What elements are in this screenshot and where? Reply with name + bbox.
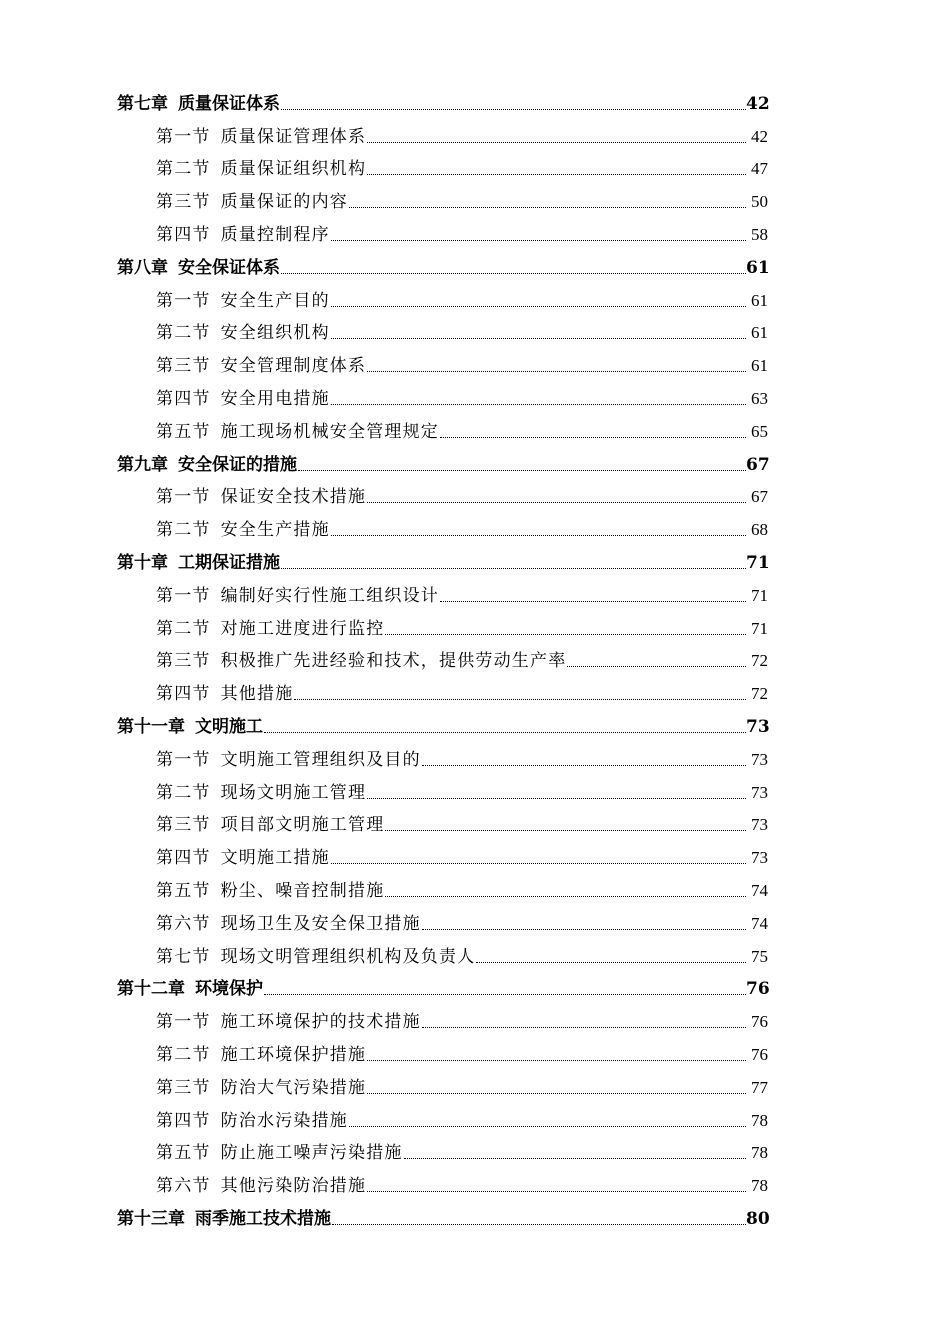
toc-entry-title: 文明施工 [195, 716, 263, 737]
toc-entry-title: 其他措施 [220, 684, 294, 705]
toc-page-number: 50 [751, 192, 768, 212]
toc-entry-number: 第一节 [156, 126, 211, 147]
toc-entry-number: 第二节 [156, 323, 211, 344]
toc-page-number: 74 [751, 880, 768, 900]
toc-entry-number: 第五节 [156, 1143, 211, 1164]
toc-page-number: 71 [751, 618, 768, 638]
toc-entry-title: 安全保证体系 [178, 257, 280, 278]
toc-section-entry[interactable] [117, 839, 768, 872]
toc-entry-number: 第二节 [156, 1044, 211, 1065]
toc-entry-title: 安全生产目的 [220, 290, 330, 311]
toc-dot-leader [331, 404, 746, 405]
toc-chapter-entry[interactable] [117, 971, 768, 1004]
toc-page-number: 73 [751, 815, 768, 835]
toc-page-number: 67 [746, 454, 770, 475]
toc-section-entry[interactable] [117, 643, 768, 676]
toc-entry-number: 第三节 [156, 651, 211, 672]
toc-section-entry[interactable] [117, 807, 768, 840]
table-of-contents [117, 85, 768, 1233]
toc-dot-leader [367, 1060, 746, 1061]
toc-entry-title: 质量控制程序 [220, 224, 330, 245]
toc-entry-title: 环境保护 [195, 979, 263, 1000]
toc-entry-title: 施工环境保护的技术措施 [220, 1012, 421, 1033]
toc-page-number: 63 [751, 388, 768, 408]
toc-page-number: 76 [746, 979, 770, 1000]
toc-section-entry[interactable] [117, 938, 768, 971]
toc-entry-number: 第二节 [156, 618, 211, 639]
toc-entry-number: 第三节 [156, 356, 211, 377]
toc-entry-title: 防治水污染措施 [220, 1110, 349, 1131]
toc-dot-leader [440, 437, 746, 438]
toc-page-number: 75 [751, 946, 768, 966]
toc-entry-number: 第九章 [117, 454, 168, 475]
toc-dot-leader [367, 1191, 746, 1192]
toc-dot-leader [331, 240, 746, 241]
toc-dot-leader [298, 470, 746, 471]
toc-dot-leader [385, 830, 746, 831]
toc-chapter-entry[interactable] [117, 544, 768, 577]
toc-dot-leader [331, 306, 746, 307]
toc-section-entry[interactable] [117, 380, 768, 413]
toc-entry-title: 质量保证管理体系 [220, 126, 367, 147]
toc-page-number: 73 [751, 749, 768, 769]
toc-section-entry[interactable] [117, 610, 768, 643]
toc-page-number: 61 [751, 323, 768, 343]
toc-chapter-entry[interactable] [117, 1200, 768, 1233]
toc-page-number: 80 [746, 1208, 770, 1229]
toc-entry-title: 其他污染防治措施 [220, 1176, 367, 1197]
toc-page-number: 76 [751, 1012, 768, 1032]
toc-section-entry[interactable] [117, 872, 768, 905]
toc-entry-number: 第七节 [156, 946, 211, 967]
toc-entry-number: 第七章 [117, 93, 168, 114]
toc-entry-title: 质量保证组织机构 [220, 159, 367, 180]
toc-dot-leader [349, 207, 746, 208]
toc-entry-title: 工期保证措施 [178, 552, 280, 573]
toc-entry-number: 第四节 [156, 848, 211, 869]
toc-page-number: 61 [746, 257, 770, 278]
toc-page-number: 74 [751, 913, 768, 933]
toc-dot-leader [294, 699, 746, 700]
toc-entry-number: 第八章 [117, 257, 168, 278]
toc-section-entry[interactable] [117, 118, 768, 151]
toc-page-number: 78 [751, 1110, 768, 1130]
toc-entry-title: 保证安全技术措施 [220, 487, 367, 508]
toc-entry-number: 第一节 [156, 749, 211, 770]
toc-entry-number: 第十二章 [117, 979, 185, 1000]
toc-entry-title: 粉尘、噪音控制措施 [220, 880, 385, 901]
toc-dot-leader [422, 929, 746, 930]
toc-entry-number: 第五节 [156, 421, 211, 442]
toc-entry-number: 第十三章 [117, 1208, 185, 1229]
toc-dot-leader [367, 1093, 746, 1094]
toc-dot-leader [404, 1158, 746, 1159]
toc-entry-title: 质量保证的内容 [220, 192, 349, 213]
toc-entry-number: 第一节 [156, 585, 211, 606]
toc-page-number: 77 [751, 1077, 768, 1097]
toc-entry-title: 安全组织机构 [220, 323, 330, 344]
toc-entry-title: 施工现场机械安全管理规定 [220, 421, 440, 442]
toc-dot-leader [422, 765, 746, 766]
toc-entry-title: 现场文明施工管理 [220, 782, 367, 803]
toc-dot-leader [367, 142, 746, 143]
toc-page-number: 42 [751, 126, 768, 146]
toc-page-number: 78 [751, 1176, 768, 1196]
toc-page-number: 72 [751, 651, 768, 671]
toc-page-number: 73 [751, 848, 768, 868]
toc-section-entry[interactable] [117, 216, 768, 249]
toc-entry-number: 第十一章 [117, 716, 185, 737]
toc-page-number: 42 [746, 93, 770, 114]
toc-dot-leader [281, 273, 746, 274]
toc-entry-number: 第三节 [156, 1077, 211, 1098]
toc-entry-title: 文明施工管理组织及目的 [220, 749, 421, 770]
toc-entry-title: 雨季施工技术措施 [195, 1208, 331, 1229]
toc-entry-number: 第四节 [156, 684, 211, 705]
toc-page-number: 73 [751, 782, 768, 802]
toc-entry-number: 第四节 [156, 1110, 211, 1131]
toc-entry-title: 质量保证体系 [178, 93, 280, 114]
toc-dot-leader [332, 1224, 746, 1225]
toc-entry-title: 施工环境保护措施 [220, 1044, 367, 1065]
toc-dot-leader [331, 535, 746, 536]
toc-section-entry[interactable] [117, 413, 768, 446]
toc-entry-number: 第六节 [156, 1176, 211, 1197]
toc-entry-title: 项目部文明施工管理 [220, 815, 385, 836]
toc-entry-number: 第四节 [156, 224, 211, 245]
toc-entry-number: 第六节 [156, 913, 211, 934]
toc-section-entry[interactable] [117, 774, 768, 807]
toc-page-number: 76 [751, 1044, 768, 1064]
toc-section-entry[interactable] [117, 1167, 768, 1200]
toc-dot-leader [331, 863, 746, 864]
toc-entry-title: 文明施工措施 [220, 848, 330, 869]
toc-section-entry[interactable] [117, 151, 768, 184]
toc-entry-number: 第一节 [156, 487, 211, 508]
toc-entry-number: 第五节 [156, 880, 211, 901]
toc-section-entry[interactable] [117, 577, 768, 610]
toc-entry-title: 现场卫生及安全保卫措施 [220, 913, 421, 934]
toc-entry-number: 第四节 [156, 388, 211, 409]
toc-page-number: 72 [751, 684, 768, 704]
toc-chapter-entry[interactable] [117, 446, 768, 479]
toc-section-entry[interactable] [117, 315, 768, 348]
toc-entry-number: 第二节 [156, 159, 211, 180]
toc-section-entry[interactable] [117, 511, 768, 544]
toc-page-number: 58 [751, 224, 768, 244]
toc-dot-leader [367, 174, 746, 175]
toc-dot-leader [567, 666, 746, 667]
toc-page-number: 68 [751, 520, 768, 540]
toc-entry-title: 现场文明管理组织机构及负责人 [220, 946, 476, 967]
toc-dot-leader [281, 568, 746, 569]
toc-page-number: 65 [751, 421, 768, 441]
toc-dot-leader [331, 338, 746, 339]
toc-page-number: 78 [751, 1143, 768, 1163]
toc-entry-title: 防治大气污染措施 [220, 1077, 367, 1098]
toc-entry-number: 第二节 [156, 782, 211, 803]
toc-dot-leader [440, 601, 746, 602]
toc-section-entry[interactable] [117, 741, 768, 774]
toc-section-entry[interactable] [117, 1135, 768, 1168]
toc-chapter-entry[interactable] [117, 85, 768, 118]
toc-entry-title: 安全保证的措施 [178, 454, 297, 475]
toc-page-number: 61 [751, 356, 768, 376]
toc-dot-leader [367, 371, 746, 372]
toc-page-number: 71 [746, 552, 770, 573]
toc-entry-title: 对施工进度进行监控 [220, 618, 385, 639]
toc-entry-number: 第十章 [117, 552, 168, 573]
toc-dot-leader [349, 1126, 746, 1127]
toc-section-entry[interactable] [117, 675, 768, 708]
toc-dot-leader [385, 896, 746, 897]
toc-entry-title: 防止施工噪声污染措施 [220, 1143, 403, 1164]
toc-dot-leader [422, 1027, 746, 1028]
toc-dot-leader [281, 109, 746, 110]
toc-dot-leader [476, 962, 746, 963]
toc-entry-title: 编制好实行性施工组织设计 [220, 585, 440, 606]
toc-entry-title: 积极推广先进经验和技术，提供劳动生产率 [220, 651, 567, 672]
toc-section-entry[interactable] [117, 347, 768, 380]
toc-section-entry[interactable] [117, 479, 768, 512]
toc-section-entry[interactable] [117, 1069, 768, 1102]
toc-page-number: 61 [751, 290, 768, 310]
toc-entry-number: 第二节 [156, 520, 211, 541]
toc-section-entry[interactable] [117, 183, 768, 216]
toc-entry-number: 第三节 [156, 815, 211, 836]
toc-chapter-entry[interactable] [117, 708, 768, 741]
toc-dot-leader [367, 798, 746, 799]
toc-dot-leader [385, 634, 746, 635]
toc-entry-title: 安全用电措施 [220, 388, 330, 409]
toc-dot-leader [367, 502, 746, 503]
toc-entry-number: 第一节 [156, 290, 211, 311]
toc-chapter-entry[interactable] [117, 249, 768, 282]
toc-entry-title: 安全生产措施 [220, 520, 330, 541]
toc-section-entry[interactable] [117, 1003, 768, 1036]
toc-page-number: 71 [751, 585, 768, 605]
toc-section-entry[interactable] [117, 282, 768, 315]
toc-entry-title: 安全管理制度体系 [220, 356, 367, 377]
toc-dot-leader [264, 994, 746, 995]
toc-section-entry[interactable] [117, 905, 768, 938]
toc-section-entry[interactable] [117, 1102, 768, 1135]
toc-page-number: 67 [751, 487, 768, 507]
toc-page-number: 47 [751, 159, 768, 179]
toc-page-number: 73 [746, 716, 770, 737]
toc-dot-leader [264, 732, 746, 733]
toc-entry-number: 第一节 [156, 1012, 211, 1033]
toc-section-entry[interactable] [117, 1036, 768, 1069]
toc-entry-number: 第三节 [156, 192, 211, 213]
